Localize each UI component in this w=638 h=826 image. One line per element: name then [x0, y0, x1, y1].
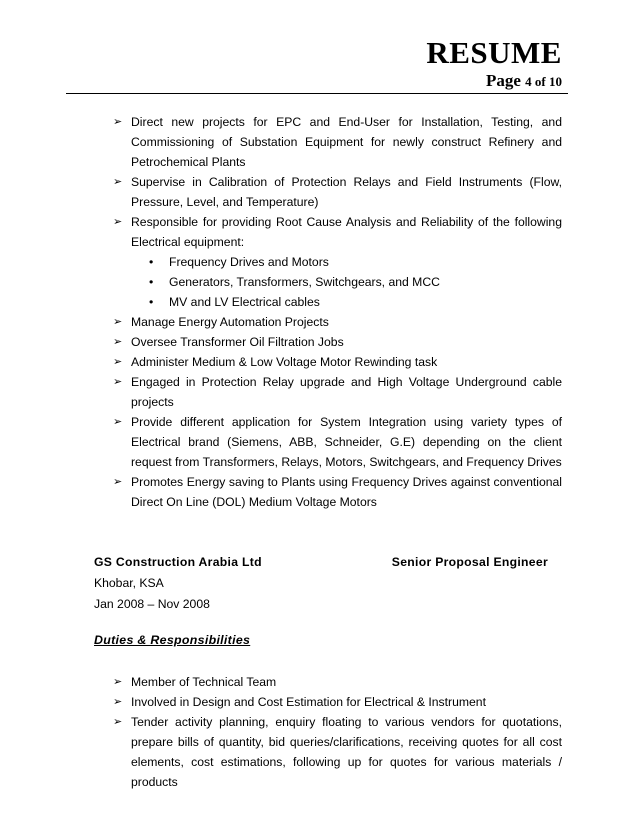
- sub-list-item: [131, 252, 562, 272]
- arrow-bullet-icon: ➢: [113, 356, 123, 368]
- list-item: [0, 712, 638, 792]
- job-location: Khobar, KSA: [94, 576, 164, 590]
- header-rule: [66, 93, 568, 94]
- list-item-text: Administer Medium & Low Voltage Motor Rewinding task: [131, 355, 438, 369]
- company-name: GS Construction Arabia Ltd: [94, 555, 262, 569]
- arrow-bullet-icon: ➢: [113, 416, 123, 428]
- sub-list-item-text: Generators, Transformers, Switchgears, and MCC: [169, 275, 440, 289]
- responsibilities-list-section: [0, 112, 638, 512]
- page-number: [426, 71, 562, 92]
- sub-list-item-text: MV and LV Electrical cables: [169, 295, 320, 309]
- duties-heading: Duties & Responsibilities: [94, 633, 251, 647]
- list-item-text: Responsible for providing Root Cause Analysis and Reliability of the following Electrical equipment:: [131, 215, 562, 249]
- job-dates: Jan 2008 – Nov 2008: [94, 597, 210, 611]
- list-item: [0, 112, 638, 172]
- arrow-bullet-icon: ➢: [113, 676, 123, 688]
- list-item: [0, 332, 638, 352]
- sub-list-item: [131, 292, 562, 312]
- arrow-bullet-icon: ➢: [113, 216, 123, 228]
- list-item-text: Oversee Transformer Oil Filtration Jobs: [131, 335, 344, 349]
- list-item-text: Promotes Energy saving to Plants using Frequency Drives against conventional Direct On Line (DOL) Medium Voltage Motors: [131, 475, 562, 509]
- page-count: 4 of 10: [525, 74, 562, 89]
- responsibilities-list: [0, 112, 638, 512]
- arrow-bullet-icon: ➢: [113, 116, 123, 128]
- sub-list-item-text: Frequency Drives and Motors: [169, 255, 329, 269]
- bullet-dot-icon: •: [149, 275, 154, 289]
- list-item-text: Supervise in Calibration of Protection Relays and Field Instruments (Flow, Pressure, Level, and Temperature): [131, 175, 562, 209]
- list-item: [0, 312, 638, 332]
- duties-list: [0, 672, 638, 792]
- list-item: [0, 672, 638, 692]
- list-item-text: Direct new projects for EPC and End-User for Installation, Testing, and Commissioning of Substation Equipment for newly construct Refinery and Petrochemical Plants: [131, 115, 562, 169]
- sub-list: [131, 252, 562, 312]
- list-item: [0, 172, 638, 212]
- bullet-dot-icon: •: [149, 255, 154, 269]
- bullet-dot-icon: •: [149, 295, 154, 309]
- arrow-bullet-icon: ➢: [113, 696, 123, 708]
- arrow-bullet-icon: ➢: [113, 476, 123, 488]
- arrow-bullet-icon: ➢: [113, 176, 123, 188]
- list-item-text: Tender activity planning, enquiry floating to various vendors for quotations, prepare bills of quantity, bid queries/clarifications, receiving quotes for all cost elements, cost estimations, following up for quotes for various materials / products: [131, 715, 562, 789]
- job-entry: [94, 552, 564, 615]
- page-header: [426, 36, 562, 92]
- document-title: RESUME: [426, 35, 562, 70]
- duties-list-section: [0, 672, 638, 792]
- list-item: [0, 212, 638, 312]
- page-label: Page: [485, 71, 521, 90]
- list-item: [0, 472, 638, 512]
- list-item-text: Involved in Design and Cost Estimation for Electrical & Instrument: [131, 695, 486, 709]
- arrow-bullet-icon: ➢: [113, 336, 123, 348]
- list-item: [0, 412, 638, 472]
- list-item-text: Member of Technical Team: [131, 675, 277, 689]
- list-item-text: Engaged in Protection Relay upgrade and High Voltage Underground cable projects: [131, 375, 562, 409]
- list-item: [0, 352, 638, 372]
- arrow-bullet-icon: ➢: [113, 376, 123, 388]
- arrow-bullet-icon: ➢: [113, 716, 123, 728]
- list-item-text: Manage Energy Automation Projects: [131, 315, 329, 329]
- list-item-text: Provide different application for System Integration using variety types of Electrical brand (Siemens, ABB, Schneider, G.E) depending on the client request from Transformers, Relays, Motors, Switchgears, and Frequency Drives: [131, 415, 562, 469]
- list-item: [0, 372, 638, 412]
- job-position: Senior Proposal Engineer: [391, 555, 548, 569]
- job-title-row: [94, 552, 564, 573]
- sub-list-item: [131, 272, 562, 292]
- arrow-bullet-icon: ➢: [113, 316, 123, 328]
- list-item: [0, 692, 638, 712]
